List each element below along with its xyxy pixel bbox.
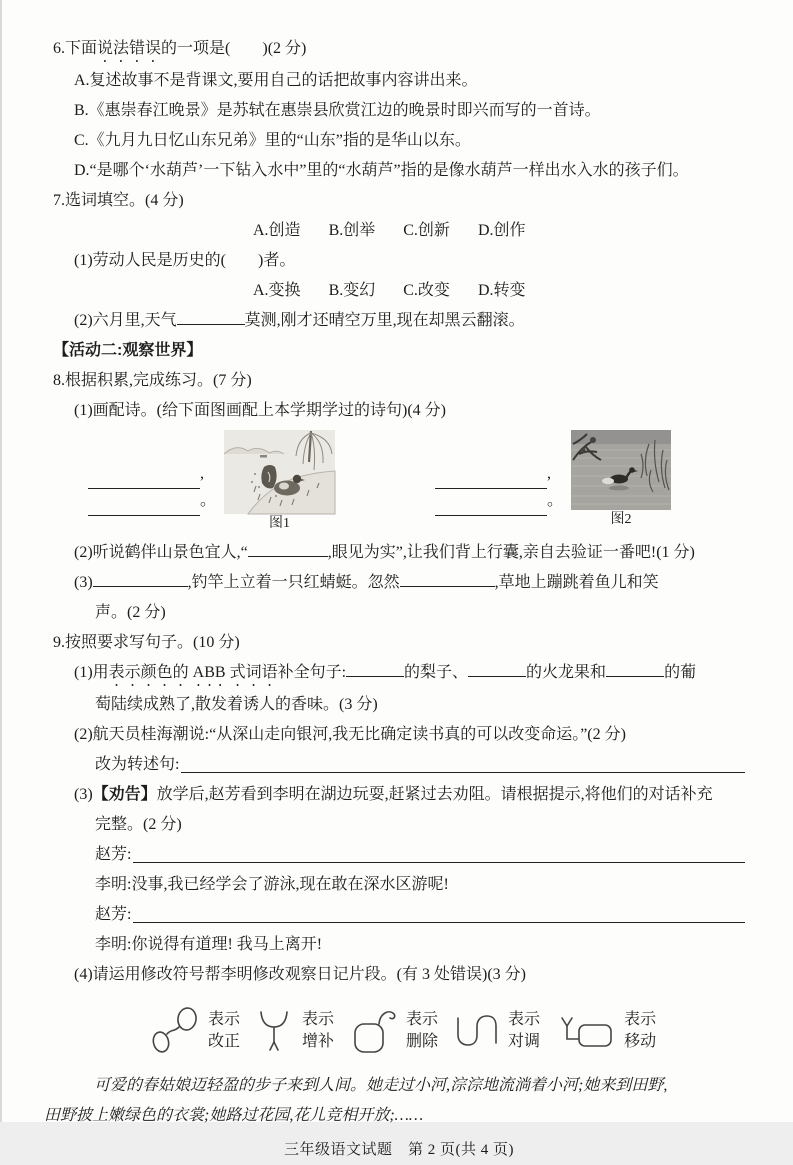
period: 。 [200,492,217,509]
symbol-label: 表示 删除 [406,1011,439,1050]
question-6-stem [53,34,745,66]
fig1-image [224,430,335,514]
answer-blank [88,499,200,516]
q7-sub1: (1)劳动人民是历史的( )者。 [74,252,296,269]
q8-sub3-pre: (3) [74,574,93,591]
q8-sub1: (1)画配诗。(给下面图画配上本学期学过的诗句)(4 分) [74,402,446,419]
diary-passage [44,1071,745,1131]
q7-choice-row-1 [53,216,745,246]
symbol-label: 表示 对调 [508,1011,541,1050]
dialog-row [53,840,745,870]
fig1-answer-blanks [88,430,216,516]
q8-sub2 [53,538,745,568]
answer-blank [468,660,526,677]
dialog-text: 你说得有道理! 我马上离开! [131,936,323,953]
symbol-deletion [349,1005,438,1057]
q7-choice-c: C.创新 [403,222,450,239]
q7-choice-d: D.创作 [477,222,526,239]
diary-line-2: 田野披上嫩绿色的衣裳;她路过花园,花儿竞相开放;…… [44,1107,424,1124]
dialog-row [53,930,745,960]
q8-sub3-mid: ,钓竿上立着一只红蜻蜓。忽然 [187,574,400,591]
q7-sub2-post: 莫测,刚才还晴空万里,现在却黑云翻滚。 [244,312,525,329]
q9-sub1-t1: 的梨子、 [404,664,469,681]
q8-sub2-post: ,眼见为实”,让我们背上行囊,亲自去验证一番吧!(1 分) [327,544,695,561]
dialog-speaker: 李明: [95,936,132,953]
q7-choice-a: A.创造 [253,222,301,239]
q8-sub3-line2: 声。(2 分) [95,604,166,621]
answer-blank [346,660,404,677]
q6-option-c: C.《九月九日忆山东兄弟》里的“山东”指的是华山以东。 [74,132,471,149]
comma: , [200,465,204,482]
q6-stem-post: 的一项是( )(2 分) [161,40,307,57]
answer-blank [177,308,245,325]
answer-blank [93,570,188,587]
q9-sub2: (2)航天员桂海潮说:“从深山走向银河,我无比确定读书真的可以改变命运。”(2 分) [74,726,626,743]
question-9-stem: 9.按照要求写句子。(10 分) [53,634,240,651]
q6-stem-pre: 6.下面 [53,40,98,57]
q7-choice-b2: B.变幻 [328,282,376,299]
q6-stem-emphasized: 说法错误 [97,40,162,57]
answer-blank [88,472,200,489]
q8-sub3 [53,568,745,598]
page-footer: 三年级语文试题 第 2 页(共 4 页) [284,1142,514,1158]
answer-blank [248,540,328,557]
figure-row [88,430,745,536]
symbol-swap [453,1009,540,1053]
q9-sub1-mid: 补全句子: [277,664,347,681]
q6-option-b: B.《惠崇春江晚景》是苏轼在惠崇县欣赏江边的晚景时即兴而写的一首诗。 [74,102,601,119]
symbol-label: 表示 增补 [302,1011,335,1050]
diary-line-1: 可爱的春姑娘迈轻盈的步子来到人间。她走过小河,淙淙地流淌着小河;她来到田野, [94,1077,668,1094]
dialog-text: 没事,我已经学会了游泳,现在敢在深水区游呢! [131,876,449,893]
symbol-label: 表示 移动 [624,1011,657,1050]
q9-sub1-line2: 萄陆续成熟了,散发着诱人的香味。(3 分) [95,696,378,713]
symbol-insertion [255,1006,334,1056]
fig2-caption: 图2 [610,512,632,527]
swap-symbol-icon [453,1011,501,1051]
q9-sub1 [53,658,745,690]
q7-choice-row-2 [53,276,745,306]
fig2-answer-blanks [435,430,563,516]
q7-choice-c2: C.改变 [403,282,450,299]
correction-symbol-icon [149,1005,201,1057]
period: 。 [547,492,564,509]
dialog-row [53,900,745,930]
q9-sub1-t2: 的火龙果和 [526,664,607,681]
figure-2 [571,430,671,527]
comma: , [547,465,552,482]
symbol-label: 表示 改正 [208,1011,241,1050]
answer-blank [435,499,547,516]
fig2-image [571,430,671,510]
q9-sub3 [53,780,745,810]
q8-sub2-pre: (2)听说鹤伴山景色宜人,“ [74,544,248,561]
q9-sub3-rest: 放学后,赵芳看到李明在湖边玩耍,赶紧过去劝阻。请根据提示,将他们的对话补充 [156,786,713,803]
q9-sub1-t3: 的葡 [664,664,697,681]
q9-sub3-pre: (3) [74,786,93,803]
answer-blank [400,570,495,587]
q8-sub3-post: ,草地上蹦跳着鱼儿和笑 [494,574,659,591]
q7-sub2 [53,306,745,336]
answer-line [181,750,745,773]
q7-choice-b: B.创举 [328,222,376,239]
q9-sub1-emphasized: 表示颜色的 ABB 式词语 [108,664,278,681]
dialog-speaker: 赵芳: [95,906,132,923]
q7-choice-d2: D.转变 [477,282,526,299]
dialog-row [53,870,745,900]
move-symbol-icon [555,1010,617,1052]
proofreading-symbols-legend [149,999,745,1063]
q6-option-d: D.“是哪个‘水葫芦’一下钻入水中”里的“水葫芦”指的是像水葫芦一样出水入水的孩子们。 [74,162,689,179]
dialog-speaker: 赵芳: [95,846,132,863]
answer-blank [606,660,664,677]
question-8-stem: 8.根据积累,完成练习。(7 分) [53,372,252,389]
q6-option-a: A.复述故事不是背课文,要用自己的话把故事内容讲出来。 [74,72,478,89]
figure-1 [224,430,335,531]
question-7-stem: 7.选词填空。(4 分) [53,192,184,209]
answer-blank [435,472,547,489]
deletion-symbol-icon [349,1005,399,1057]
q9-sub1-pre: (1)用 [74,664,109,681]
q7-sub2-pre: (2)六月里,天气 [74,312,177,329]
answer-line [133,840,745,863]
q7-choice-a2: A.变换 [253,282,301,299]
section-2-title: 【活动二:观察世界】 [53,342,203,359]
insertion-symbol-icon [255,1006,295,1056]
symbol-move [555,1009,656,1053]
q9-sub2-label: 改为转述句: [95,756,180,773]
symbol-correction [149,1005,240,1057]
answer-line [133,900,745,923]
q9-sub2-answer-row [53,750,745,780]
q9-sub4: (4)请运用修改符号帮李明修改观察日记片段。(有 3 处错误)(3 分) [74,966,526,983]
q9-sub3-tag: 【劝告】 [92,786,157,803]
q9-sub3-line2: 完整。(2 分) [95,816,182,833]
fig1-caption: 图1 [269,516,291,531]
dialog-speaker: 李明: [95,876,132,893]
